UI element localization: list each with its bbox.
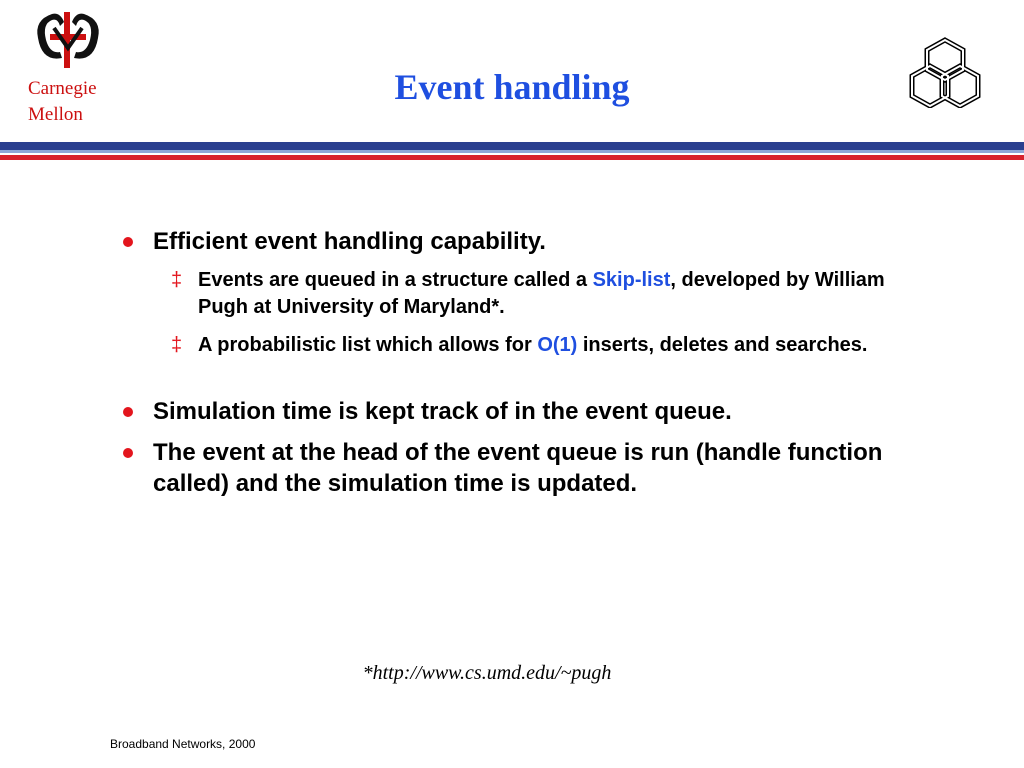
- bullet-text: The event at the head of the event queue is run (handle function called) and the simulation time is updated.: [153, 439, 883, 497]
- double-dagger-icon: ‡: [171, 269, 183, 291]
- complexity-highlight: O(1): [537, 334, 578, 356]
- footer-text: Broadband Networks, 2000: [110, 737, 256, 751]
- footnote-url: *http://www.cs.umd.edu/~pugh: [362, 662, 612, 684]
- skip-list-highlight: Skip-list: [592, 269, 671, 291]
- sub-bullet-item: [171, 332, 898, 359]
- sub-bullet-text-pre: Events are queued in a structure called a: [198, 269, 593, 291]
- bullet-dot-icon: [123, 448, 133, 458]
- cmu-logo-line2: Mellon: [28, 104, 83, 125]
- header-stripe-red: [0, 155, 1024, 160]
- cmu-logo-icon: [30, 8, 106, 72]
- bullet-text: Efficient event handling capability.: [153, 228, 546, 255]
- sub-bullet-text-pre: A probabilistic list which allows for: [198, 334, 538, 356]
- bullet-dot-icon: [123, 237, 133, 247]
- header-stripe-blue: [0, 142, 1024, 150]
- sub-bullet-text-post: inserts, deletes and searches.: [577, 334, 868, 356]
- bullet-item: [153, 226, 953, 257]
- bullet-text: Simulation time is kept track of in the event queue.: [153, 398, 732, 425]
- bullet-item: [153, 437, 913, 499]
- sub-bullet-item: [171, 267, 898, 321]
- page-title: Event handling: [394, 67, 630, 107]
- header-stripe-light: [0, 150, 1024, 153]
- bullet-dot-icon: [123, 407, 133, 417]
- sub-bullet-text-post: , developed by William Pugh at University of Maryland*.: [198, 269, 885, 318]
- double-dagger-icon: ‡: [171, 334, 183, 356]
- trefoil-logo-icon: [908, 36, 982, 108]
- bullet-item: [153, 396, 953, 427]
- cmu-logo-line1: Carnegie: [28, 78, 97, 99]
